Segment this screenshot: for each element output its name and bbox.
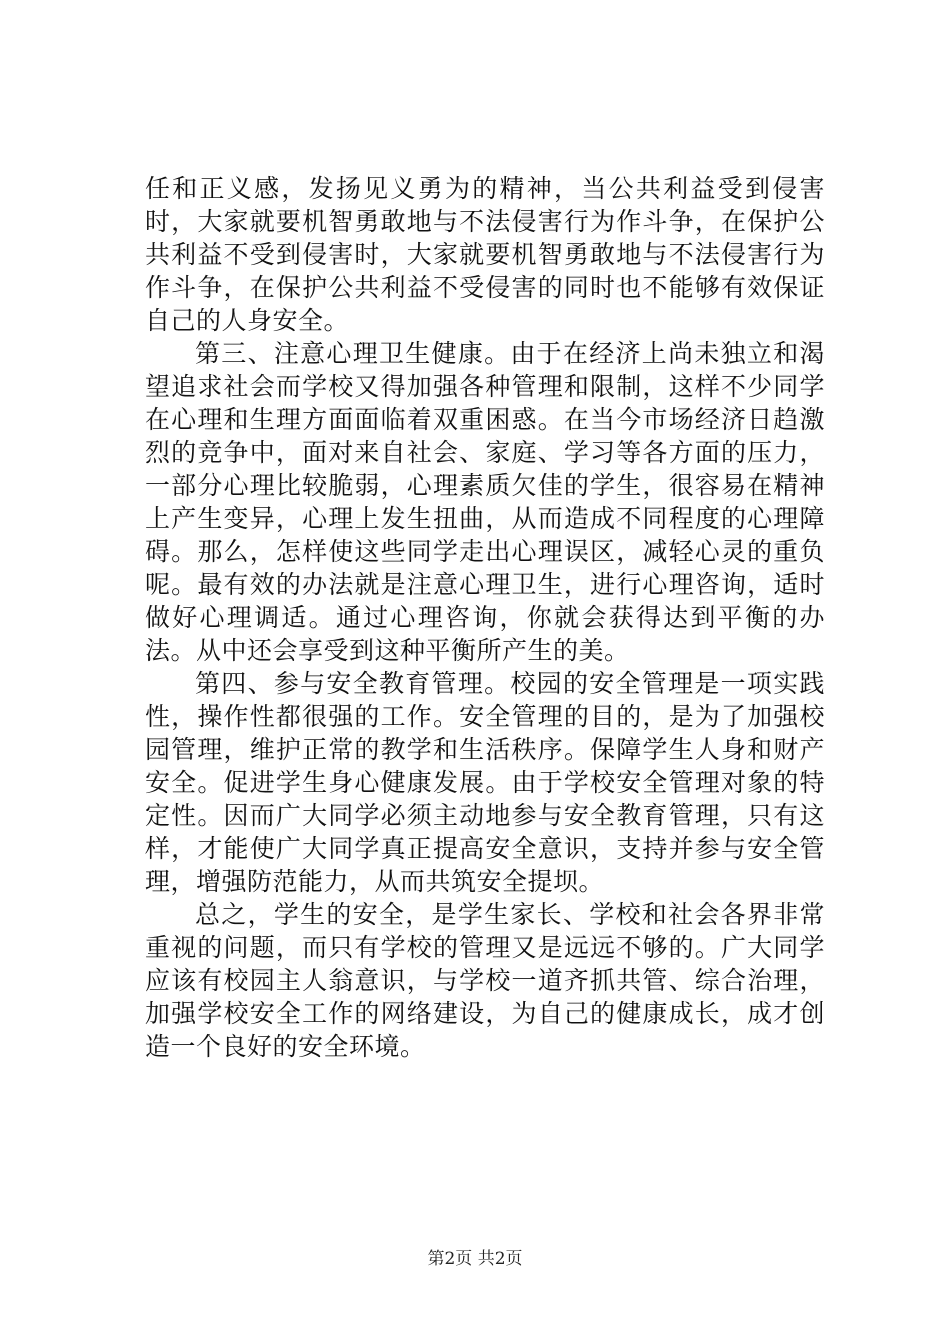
page-footer: 第2页 共2页 [427, 1249, 523, 1269]
document-body [145, 172, 825, 1063]
paragraph-section-3: 第三、注意心理卫生健康。由于在经济上尚未独立和渴望追求社会而学校又得加强各种管理和限制，这样不少同学在心理和生理方面面临着双重困惑。在当今市场经济日趋激烈的竞争中，面对来自社会、家庭、学习等各方面的压力，一部分心理比较脆弱，心理素质欠佳的学生，很容易在精神上产生变异，心理上发生扭曲，从而造成不同程度的心理障碍。那么，怎样使这些同学走出心理误区，减轻心灵的重负呢。最有效的办法就是注意心理卫生，进行心理咨询，适时做好心理调适。通过心理咨询，你就会获得达到平衡的办法。从中还会享受到这种平衡所产生的美。 [145, 339, 825, 665]
paragraph-continuation: 任和正义感，发扬见义勇为的精神，当公共利益受到侵害时，大家就要机智勇敢地与不法侵害行为作斗争，在保护公共利益不受到侵害时，大家就要机智勇敢地与不法侵害行为作斗争，在保护公共利益不受侵害的同时也不能够有效保证自己的人身安全。 [145, 174, 825, 335]
paragraph-section-4: 第四、参与安全教育管理。校园的安全管理是一项实践性，操作性都很强的工作。安全管理的目的，是为了加强校园管理，维护正常的教学和生活秩序。保障学生人身和财产安全。促进学生身心健康发展。由于学校安全管理对象的特定性。因而广大同学必须主动地参与安全教育管理，只有这样，才能使广大同学真正提高安全意识，支持并参与安全管理，增强防范能力，从而共筑安全提坝。 [145, 669, 825, 896]
paragraph-conclusion: 总之，学生的安全，是学生家长、学校和社会各界非常重视的问题，而只有学校的管理又是远远不够的。广大同学应该有校园主人翁意识，与学校一道齐抓共管、综合治理，加强学校安全工作的网络建设，为自己的健康成长，成才创造一个良好的安全环境。 [145, 900, 825, 1061]
